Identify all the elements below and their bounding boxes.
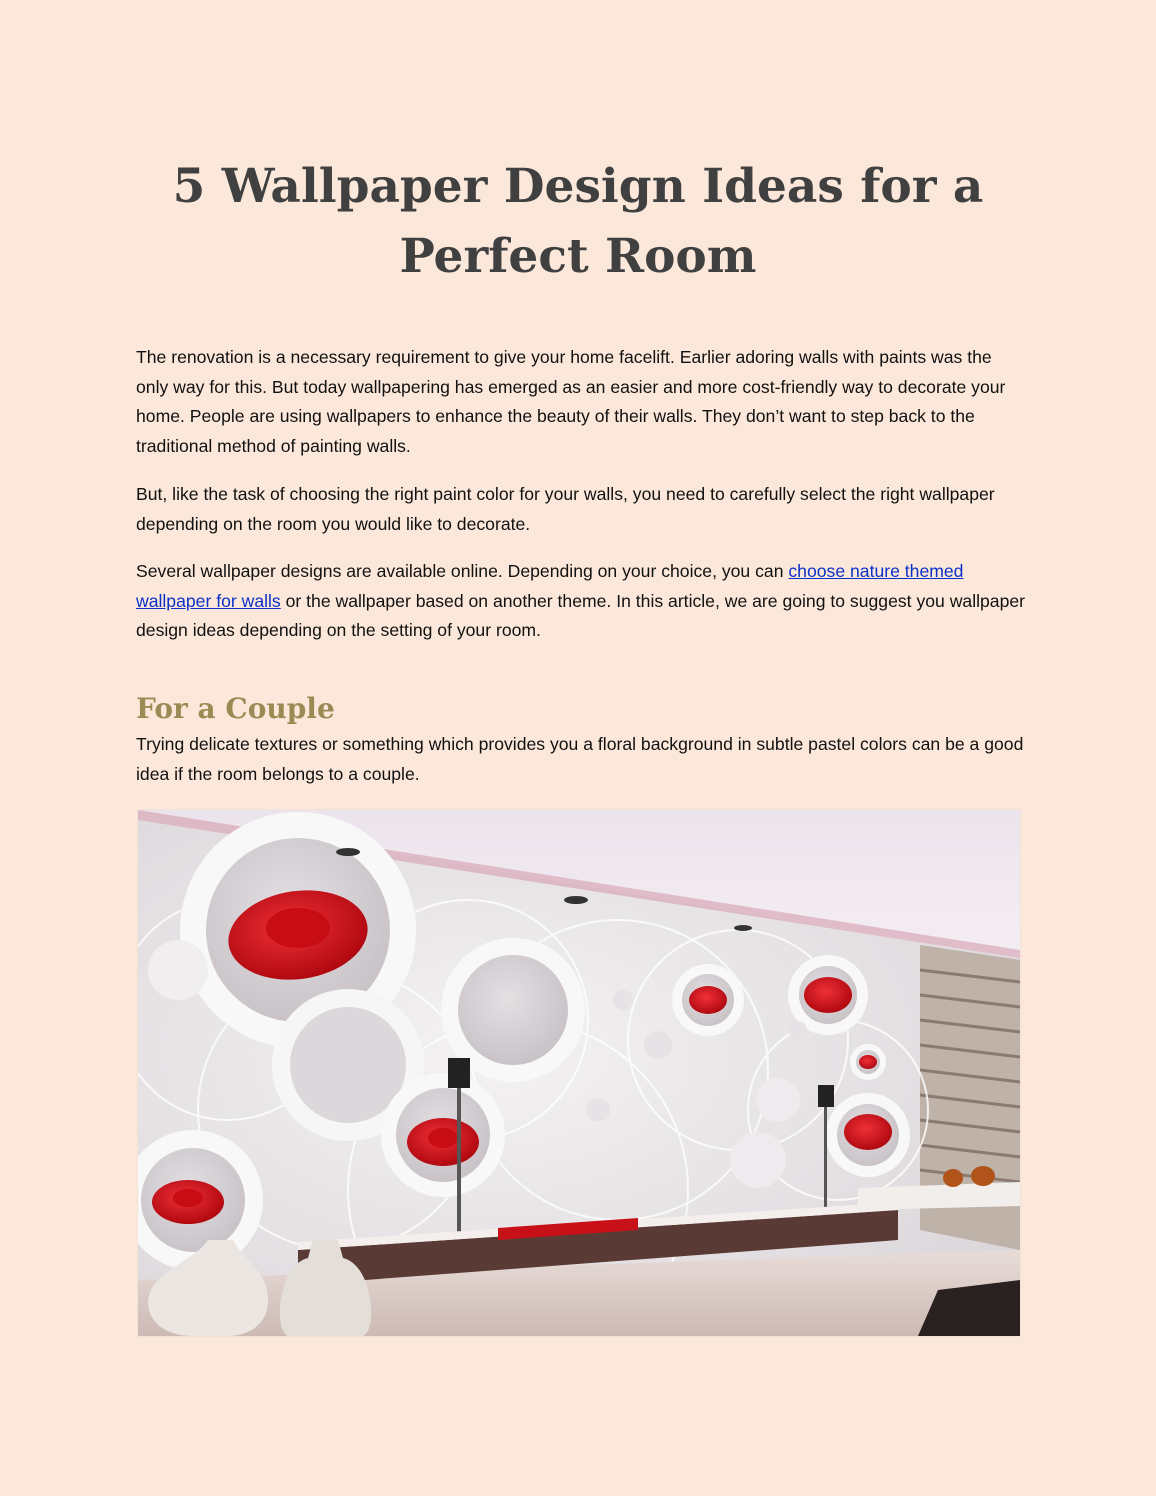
nature-wallpaper-link[interactable]: choose nature themed wallpaper for walls xyxy=(136,561,964,611)
section-text-couple: Trying delicate textures or something which provides you a floral background in subtle pastel colors can be a good idea if the room belongs to a couple. xyxy=(136,734,1024,784)
paint-color-paragraph: But, like the task of choosing the right paint color for your walls, you need to carefully select the right wallpaper depending on the room you would like to decorate. xyxy=(136,484,995,534)
intro-paragraph: The renovation is a necessary requirement to give your home facelift. Earlier adoring walls with paints was the only way for this. But today wallpapering has emerged as an easier and more cost-friendly way to decorate your home. People are using wallpapers to enhance the beauty of their walls. They don’t want to step back to the traditional method of painting walls. xyxy=(136,347,1006,456)
room-illustration xyxy=(138,810,1020,1336)
page-title xyxy=(136,152,1020,292)
section-heading-couple: For a Couple xyxy=(136,692,335,725)
page-title-line-1: 5 Wallpaper Design Ideas for a xyxy=(172,159,984,214)
designs-paragraph-text-after-link: or the wallpaper based on another theme. In this article, we are going to suggest you wallpaper design ideas depending on the setting of your room. xyxy=(136,590,1026,640)
designs-paragraph xyxy=(136,557,1026,646)
designs-paragraph-text-before-link: Several wallpaper designs are available online. Depending on your choice, you can xyxy=(136,561,789,581)
page-title-line-2: Perfect Room xyxy=(399,229,757,284)
couple-room-wallpaper-photo xyxy=(138,810,1020,1336)
